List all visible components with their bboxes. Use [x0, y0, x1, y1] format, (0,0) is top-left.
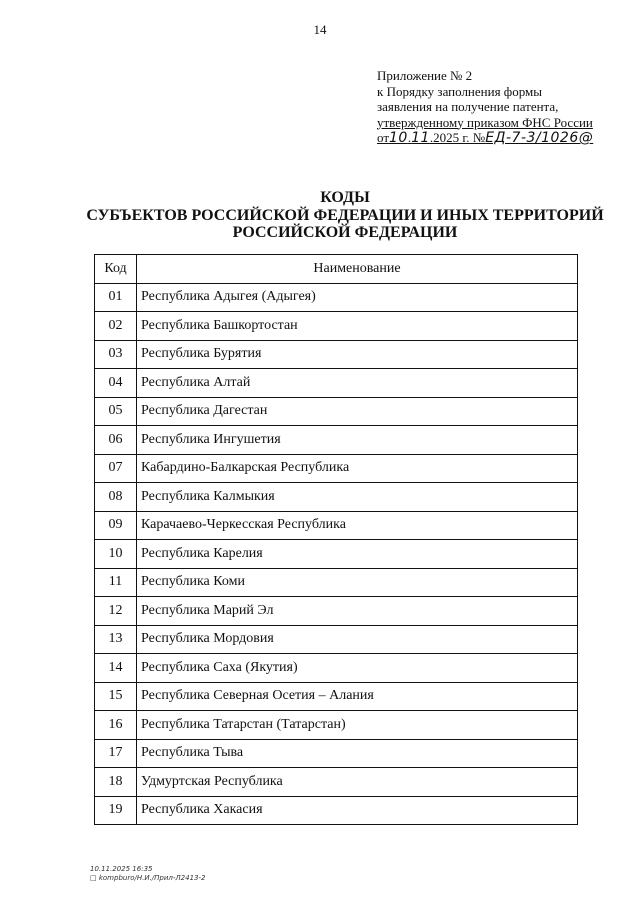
row-code: 12	[95, 597, 137, 626]
header-code: Код	[95, 255, 137, 284]
appendix-line: утвержденному приказом ФНС России	[377, 114, 593, 130]
row-code: 03	[95, 340, 137, 369]
row-name: Карачаево-Черкесская Республика	[137, 511, 578, 540]
row-name: Республика Мордовия	[137, 625, 578, 654]
order-date-day: 10	[389, 130, 408, 146]
table-row	[95, 625, 578, 654]
header-name: Наименование	[137, 255, 578, 284]
appendix-block	[377, 68, 627, 147]
footer-timestamp: 10.11.2025 16:35	[90, 865, 153, 873]
row-code: 17	[95, 739, 137, 768]
table-row	[95, 283, 578, 312]
row-code: 04	[95, 369, 137, 398]
table-row	[95, 597, 578, 626]
table-row	[95, 711, 578, 740]
table-row	[95, 483, 578, 512]
appendix-line: заявления на получение патента,	[377, 99, 559, 114]
appendix-order-line: от10.11.2025 г. №ЕД-7-3/1026@	[377, 130, 594, 146]
row-code: 16	[95, 711, 137, 740]
order-date-month: 11	[411, 130, 430, 146]
table-body	[95, 283, 578, 825]
row-name: Республика Тыва	[137, 739, 578, 768]
row-code: 06	[95, 426, 137, 455]
codes-table	[94, 254, 578, 825]
row-name: Удмуртская Республика	[137, 768, 578, 797]
appendix-line: к Порядку заполнения формы	[377, 83, 542, 99]
row-name: Республика Карелия	[137, 540, 578, 569]
row-code: 01	[95, 283, 137, 312]
table-row	[95, 568, 578, 597]
table-row	[95, 540, 578, 569]
footer-path: □ kompburo/Н.И./Прил-Л2413-2	[90, 874, 206, 882]
row-name: Республика Адыгея (Адыгея)	[137, 283, 578, 312]
table-row	[95, 426, 578, 455]
table-row	[95, 511, 578, 540]
document-heading	[40, 189, 640, 242]
table-row	[95, 454, 578, 483]
row-code: 02	[95, 312, 137, 341]
row-name: Республика Башкортостан	[137, 312, 578, 341]
order-date-prefix: от	[377, 130, 390, 145]
row-code: 14	[95, 654, 137, 683]
heading-subtitle: РОССИЙСКОЙ ФЕДЕРАЦИИ	[232, 224, 458, 241]
table-row	[95, 796, 578, 825]
heading-title: КОДЫ	[320, 189, 370, 206]
row-name: Республика Хакасия	[137, 796, 578, 825]
row-name: Республика Коми	[137, 568, 578, 597]
row-name: Республика Калмыкия	[137, 483, 578, 512]
order-date-year: .2025 г. №	[429, 130, 486, 145]
row-code: 07	[95, 454, 137, 483]
row-code: 09	[95, 511, 137, 540]
row-name: Республика Саха (Якутия)	[137, 654, 578, 683]
table-row	[95, 312, 578, 341]
table-row	[95, 654, 578, 683]
row-name: Республика Северная Осетия – Алания	[137, 682, 578, 711]
table-row	[95, 768, 578, 797]
appendix-line: Приложение № 2	[377, 68, 473, 83]
row-code: 05	[95, 397, 137, 426]
row-code: 15	[95, 682, 137, 711]
row-code: 11	[95, 568, 137, 597]
row-name: Кабардино-Балкарская Республика	[137, 454, 578, 483]
table-row	[95, 369, 578, 398]
page-number: 14	[313, 22, 327, 37]
table-row	[95, 397, 578, 426]
row-code: 13	[95, 625, 137, 654]
row-name: Республика Бурятия	[137, 340, 578, 369]
row-name: Республика Марий Эл	[137, 597, 578, 626]
footer-stamp	[90, 865, 205, 883]
table-row	[95, 340, 578, 369]
row-code: 19	[95, 796, 137, 825]
row-name: Республика Алтай	[137, 369, 578, 398]
row-name: Республика Татарстан (Татарстан)	[137, 711, 578, 740]
row-name: Республика Дагестан	[137, 397, 578, 426]
order-number: ЕД-7-3/1026@	[485, 130, 594, 146]
table-row	[95, 739, 578, 768]
table-header-row	[95, 255, 578, 284]
row-code: 08	[95, 483, 137, 512]
row-code: 10	[95, 540, 137, 569]
heading-subtitle: СУБЪЕКТОВ РОССИЙСКОЙ ФЕДЕРАЦИИ И ИНЫХ ТЕРРИТОРИЙ	[86, 206, 604, 224]
row-code: 18	[95, 768, 137, 797]
row-name: Республика Ингушетия	[137, 426, 578, 455]
table-row	[95, 682, 578, 711]
